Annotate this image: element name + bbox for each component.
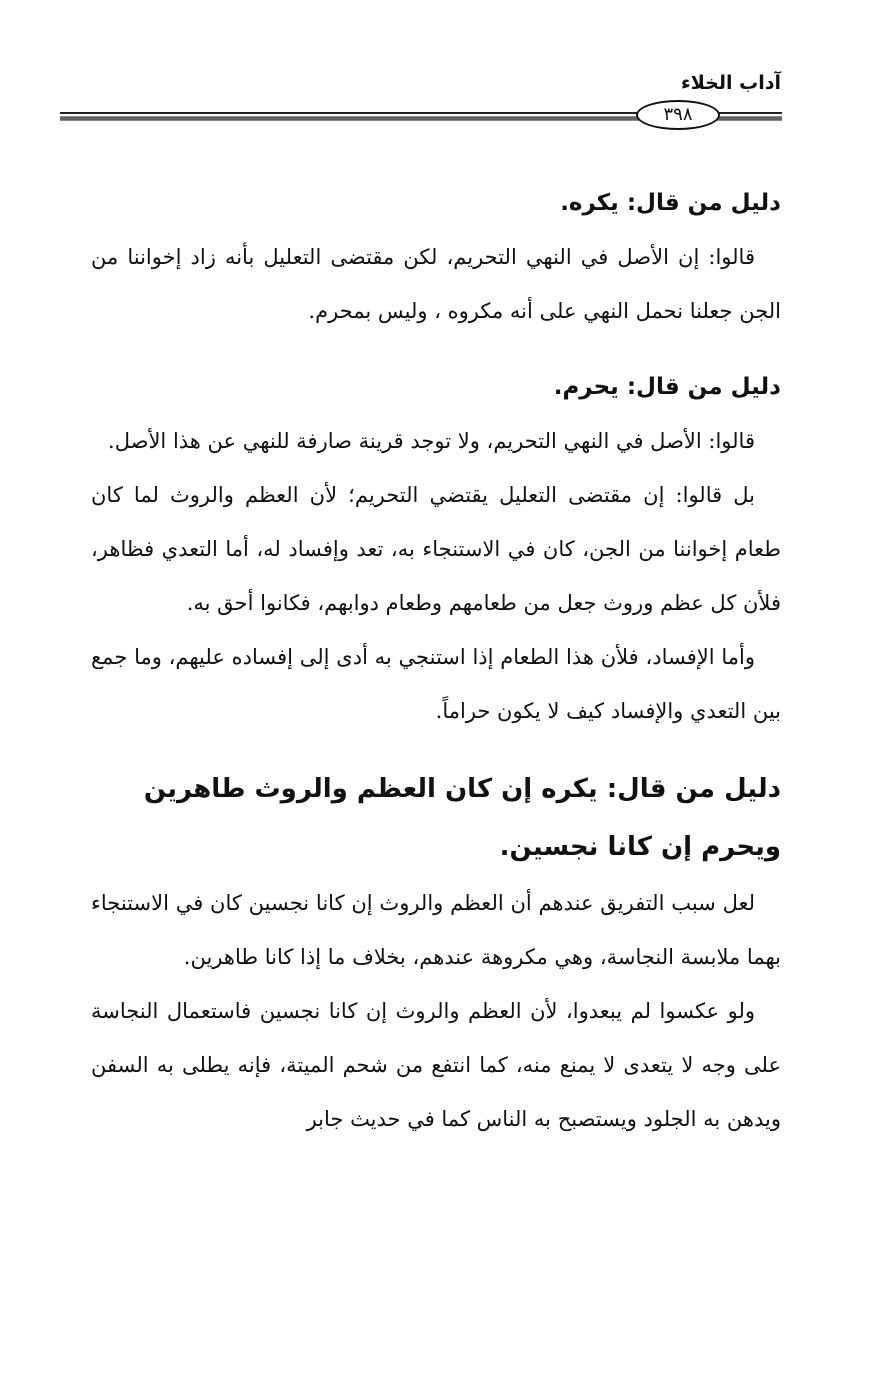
section-heading-makruh: دليل من قال: يكره. bbox=[560, 190, 781, 216]
section-heading-tafsil: دليل من قال: يكره إن كان العظم والروث طاهرين ويحرم إن كانا نجسين. bbox=[143, 774, 781, 862]
paragraph: ولو عكسوا لم يبعدوا، لأن العظم والروث إن كانا نجسين فاستعمال النجاسة على وجه لا يتعدى لا يمنع منه، كما انتفع من شحم الميتة، فإنه يطلى به السفن ويدهن به الجلود ويستصبح به الناس كما في حديث جابر bbox=[91, 999, 781, 1131]
paragraph: وأما الإفساد، فلأن هذا الطعام إذا استنجي به أدى إلى إفساده عليهم، وما جمع بين التعدي والإفساد كيف لا يكون حراماً. bbox=[91, 645, 781, 723]
running-header-title: آداب الخلاء bbox=[681, 72, 781, 94]
paragraph: قالوا: الأصل في النهي التحريم، ولا توجد قرينة صارفة للنهي عن هذا الأصل. bbox=[108, 429, 755, 453]
paragraph: قالوا: إن الأصل في النهي التحريم، لكن مقتضى التعليل بأنه زاد إخواننا من الجن جعلنا نحمل النهي على أنه مكروه ، وليس بمحرم. bbox=[91, 245, 781, 323]
page-number: ٣٩٨ bbox=[636, 100, 720, 130]
paragraph: لعل سبب التفريق عندهم أن العظم والروث إن كانا نجسين كان في الاستنجاء بهما ملابسة النجاسة، وهي مكروهة عندهم، بخلاف ما إذا كانا طاهرين. bbox=[91, 891, 781, 969]
page-body bbox=[91, 176, 781, 1146]
section-heading-haram: دليل من قال: يحرم. bbox=[553, 374, 781, 400]
paragraph: بل قالوا: إن مقتضى التعليل يقتضي التحريم؛ لأن العظم والروث لما كان طعام إخواننا من الجن، كان في الاستنجاء به، تعد وإفساد له، أما التعدي فظاهر، فلأن كل عظم وروث جعل من طعامهم وطعام دوابهم، فكانوا أحق به. bbox=[91, 483, 781, 615]
